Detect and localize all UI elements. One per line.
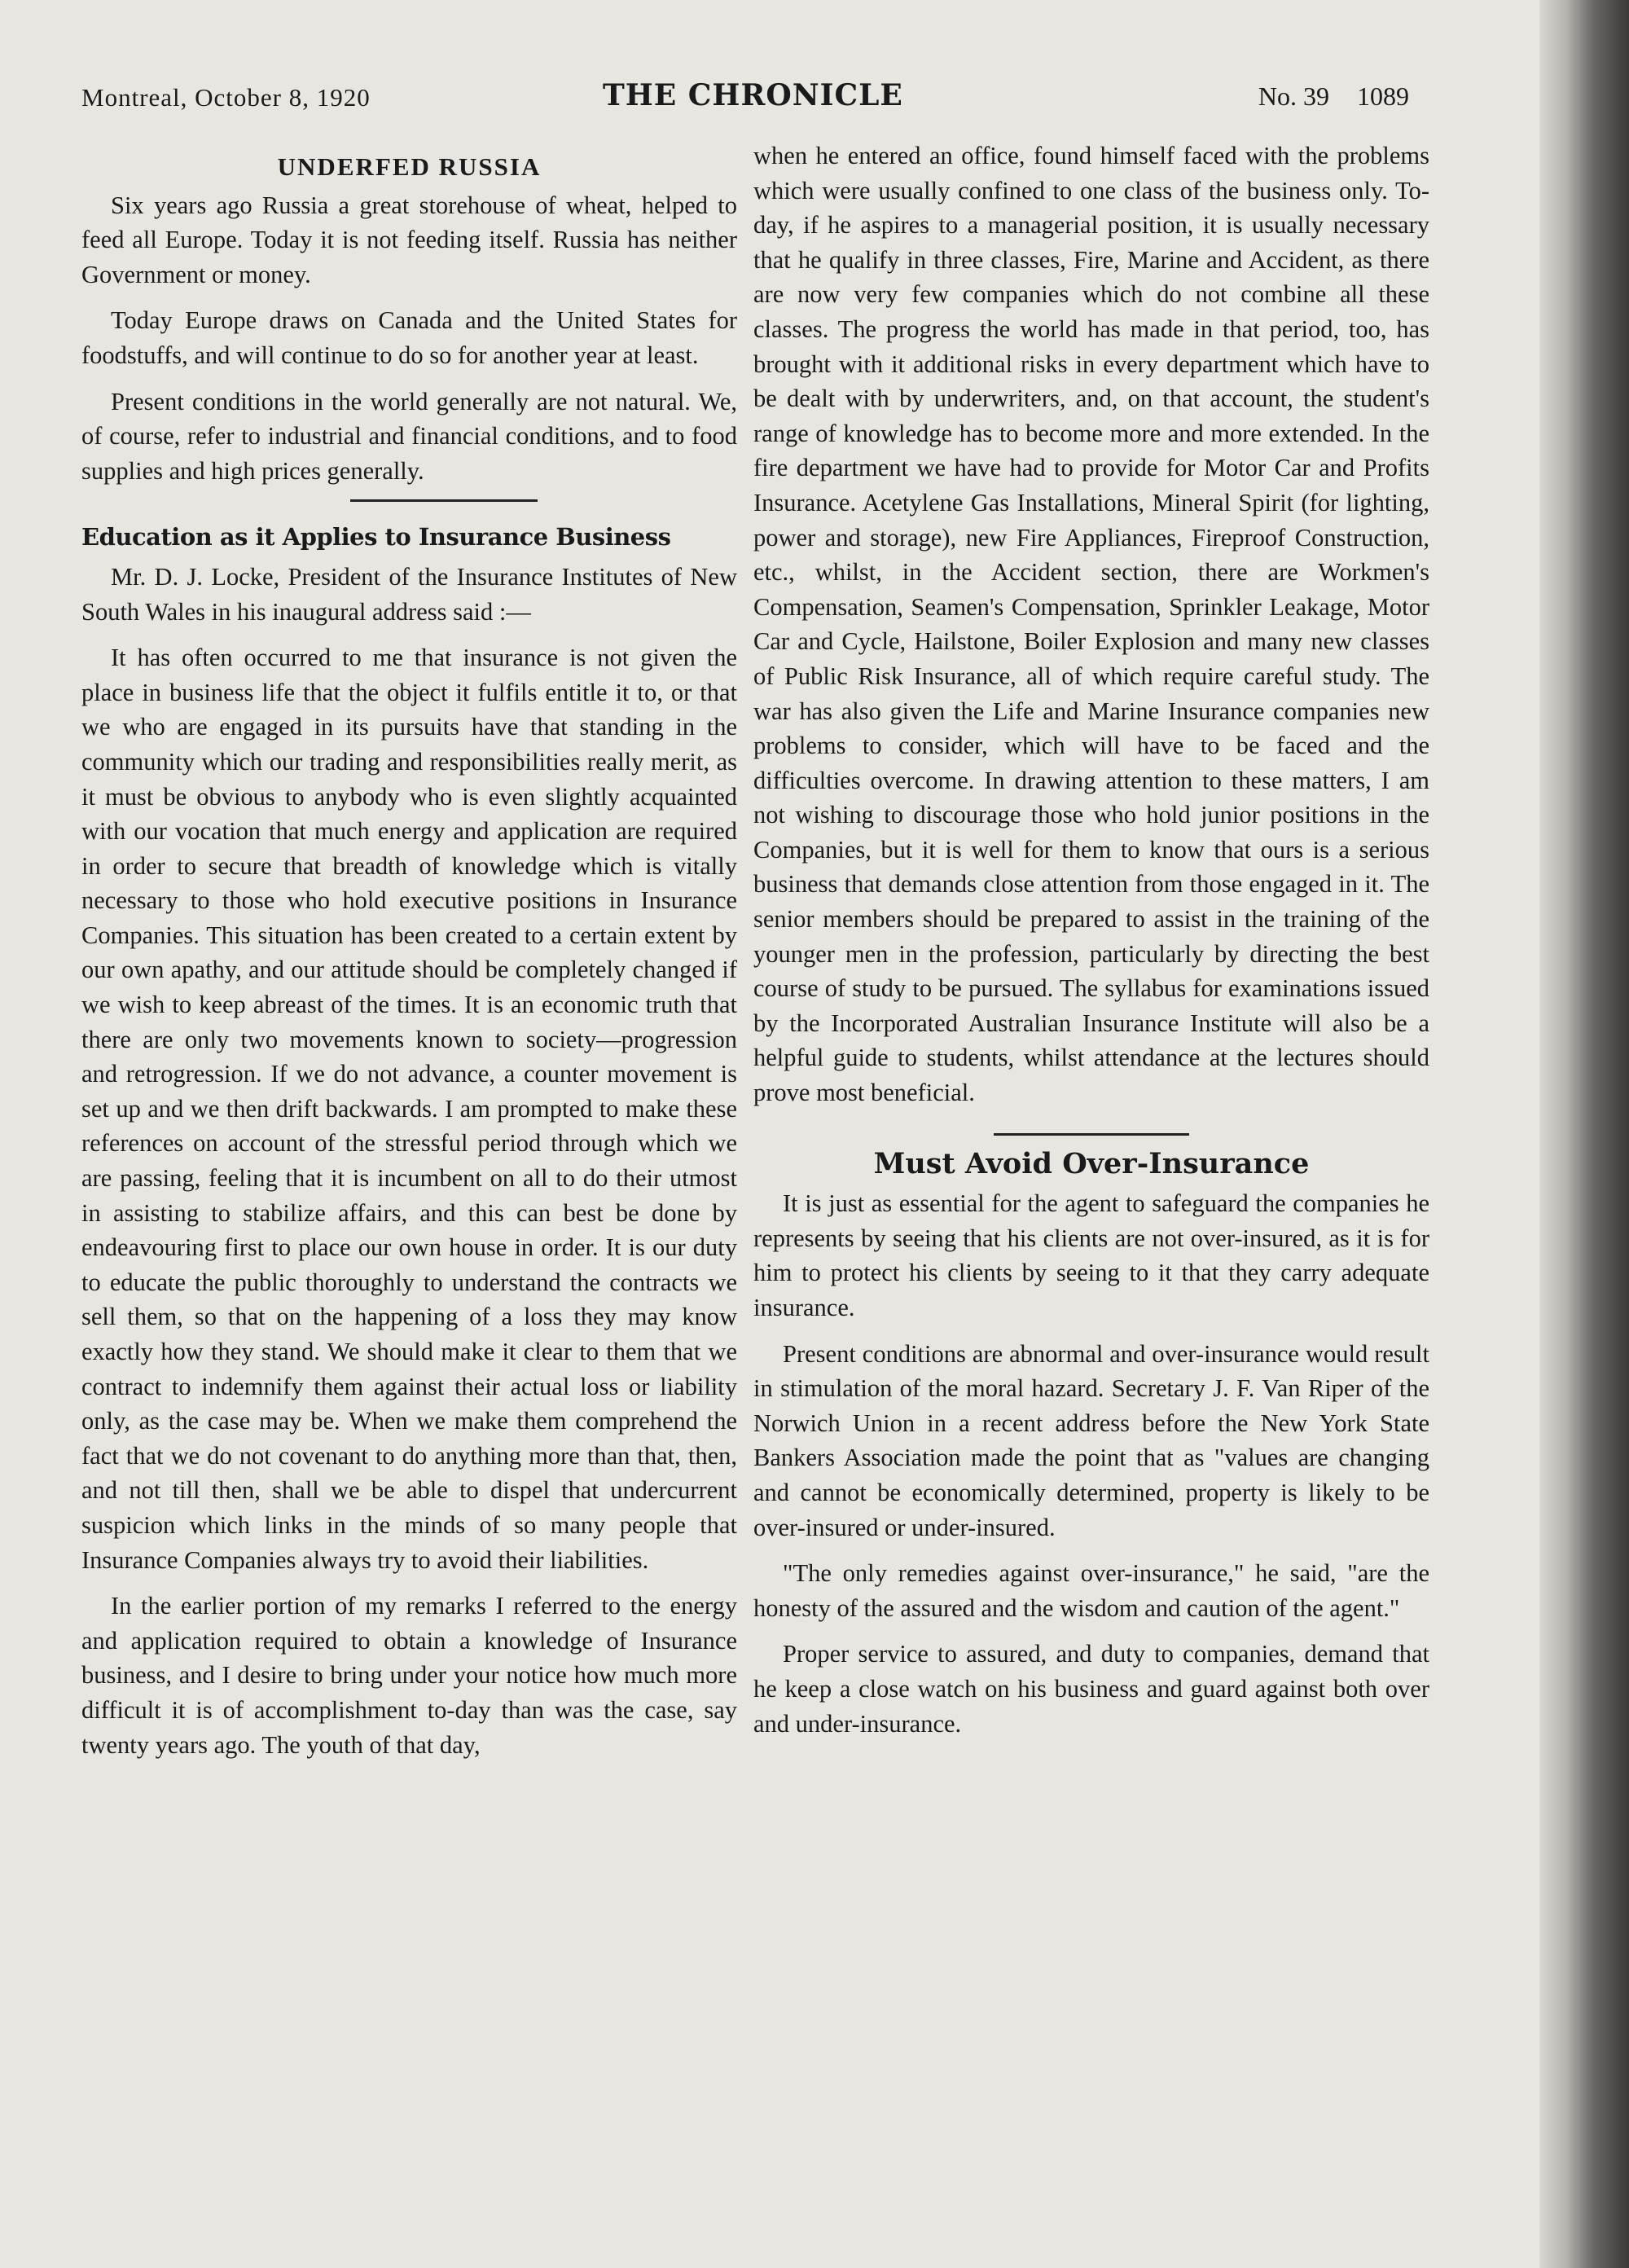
- page-header: [81, 78, 1409, 127]
- over-insurance-heading: Must Avoid Over-Insurance: [873, 1146, 1310, 1180]
- russia-paragraph: Present conditions in the world generally are not natural. We, of course, refer to industrial and financial conditions, and to food supplies and high prices generally.: [81, 387, 737, 485]
- over-insurance-paragraph: "The only remedies against over-insurance," he said, "are the honesty of the assured and the wisdom and caution of the agent.": [753, 1559, 1429, 1622]
- education-paragraph: It has often occurred to me that insurance is not given the place in business life that the object it fulfils entitle it to, or that we who are engaged in its pursuits have that standing in the community which our trading and responsibilities really merit, as it must be obvious to anybody who is even slightly acquainted with our vocation that much energy and application are required in order to secure that breadth of knowledge which is vitally necessary to those who hold executive positions in Insurance Companies. This situation has been created to a certain extent by our own apathy, and our attitude should be completely changed if we wish to keep abreast of the times. It is an economic truth that there are only two movements known to society—progression and retrogression. If we do not advance, a counter movement is set up and we then drift backwards. I am prompted to make these references on account of the stressful period through which we are passing, feeling that it is incumbent on all to do their utmost in assisting to stabilize affairs, and this can best be done by endeavouring first to place our own house in order. It is our duty to educate the public thoroughly to understand the contracts we sell them, so that on the happening of a loss they may know exactly how they stand. We should make it clear to them that we contract to indemnify them against their actual loss or liability only, as the case may be. When we make them comprehend the fact that we do not covenant to do anything more than that, then, and not till then, shall we be able to dispel that undercurrent suspicion which links in the minds of so many people that Insurance Companies always try to avoid their liabilities.: [81, 644, 737, 1574]
- over-insurance-paragraph: Proper service to assured, and duty to companies, demand that he keep a close watch on his business and guard against both over and under-insurance.: [753, 1640, 1429, 1738]
- education-paragraph: In the earlier portion of my remarks I referred to the energy and application required to obtain a knowledge of Insurance business, and I desire to bring under your notice how much more difficult it is of accomplishment to-day than was the case, say twenty years ago. The youth of that day,: [81, 1592, 737, 1759]
- article-divider: [994, 1133, 1189, 1136]
- russia-heading: UNDERFED RUSSIA: [277, 152, 542, 181]
- page-number: 1089: [1357, 81, 1409, 111]
- article-divider: [350, 499, 538, 502]
- issue-number: No. 39: [1258, 81, 1329, 111]
- russia-paragraph: Six years ago Russia a great storehouse of wheat, helped to feed all Europe. Today it is not feeding itself. Russia has neither Government or money.: [81, 191, 737, 288]
- publication-title: THE CHRONICLE: [603, 78, 903, 112]
- education-continuation: when he entered an office, found himself faced with the problems which were usually confined to one class of the business only. To-day, if he aspires to a managerial position, it is usually necessary that he qualify in three classes, Fire, Marine and Accident, as there are now very few companies which do not combine all these classes. The progress the world has made in that period, too, has brought with it additional risks in every department which have to be dealt with by underwriters, and, on that account, the student's range of knowledge has to become more and more extended. In the fire department we have had to provide for Motor Car and Profits Insurance. Acetylene Gas Installations, Mineral Spirit (for lighting, power and storage), new Fire Appliances, Fireproof Construction, etc., whilst, in the Accident section, there are Workmen's Compensation, Seamen's Compensation, Sprinkler Leakage, Motor Car and Cycle, Hailstone, Boiler Explosion and many new classes of Public Risk Insurance, all of which require careful study. The war has also given the Life and Marine Insurance companies new problems to consider, which will have to be faced and the difficulties overcome. In drawing attention to these matters, I am not wishing to discourage those who hold junior positions in the Companies, but it is well for them to know that ours is a serious business that demands close attention from those engaged in it. The senior members should be prepared to assist in the training of the younger men in the profession, particularly by directing the best course of study to be pursued. The syllabus for examinations issued by the Incorporated Australian Insurance Institute will also be a helpful guide to students, whilst attendance at the lectures should prove most beneficial.: [753, 142, 1429, 1107]
- left-column: [81, 138, 737, 1774]
- russia-paragraph: Today Europe draws on Canada and the United States for foodstuffs, and will continue to do so for another year at least.: [81, 306, 737, 369]
- right-column: [753, 138, 1429, 1752]
- over-insurance-paragraph: Present conditions are abnormal and over-insurance would result in stimulation of the moral hazard. Secretary J. F. Van Riper of the Norwich Union in a recent address before the New York State Bankers Association made the point that as "values are changing and cannot be economically determined, property is likely to be over-insured or under-insured.: [753, 1339, 1429, 1541]
- book-binding-edge: [1539, 0, 1629, 2268]
- over-insurance-paragraph: It is just as essential for the agent to safeguard the companies he represents by seeing that his clients are not over-insured, as it is for him to protect his clients by seeing to it that they carry adequate insurance.: [753, 1189, 1429, 1321]
- education-heading: Education as it Applies to Insurance Business: [81, 523, 671, 552]
- education-paragraph: Mr. D. J. Locke, President of the Insurance Institutes of New South Wales in his inaugural address said :—: [81, 562, 737, 626]
- header-place-date: Montreal, October 8, 1920: [81, 83, 371, 112]
- header-issue-page: [1231, 81, 1409, 112]
